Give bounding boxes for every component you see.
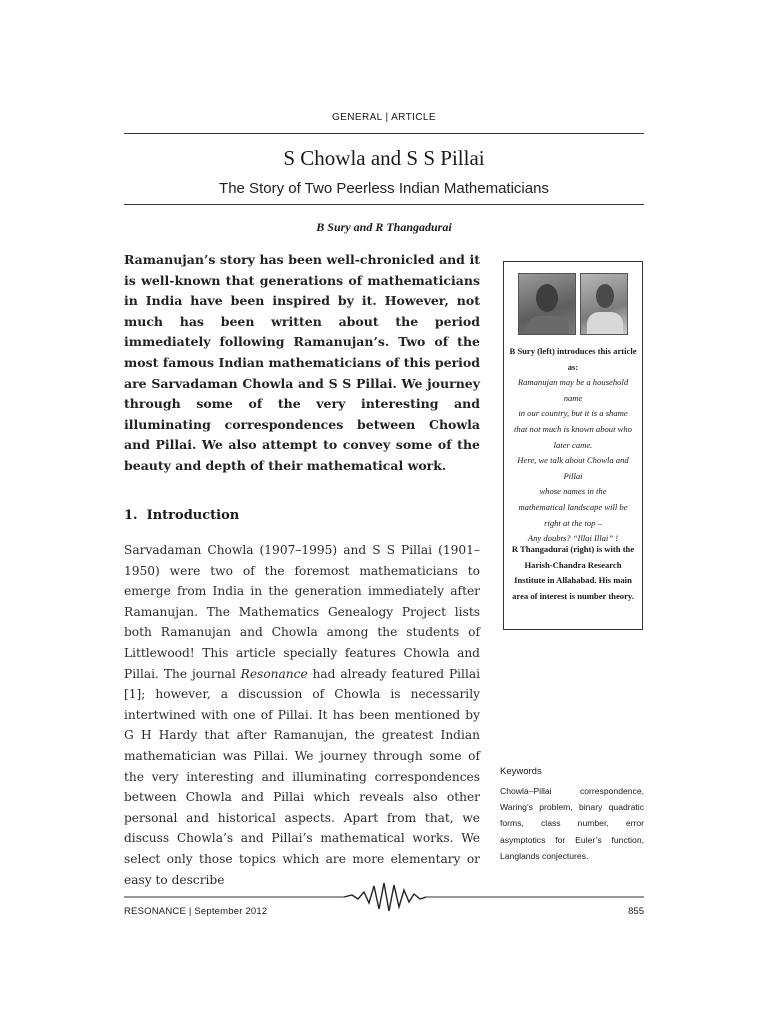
page-number: 855 — [628, 906, 644, 917]
footer-journal — [124, 906, 267, 917]
body-text-part2: had already featured Pillai [1]; however, a discussion of Chowla is necessarily intertwined with one of Pillai. It has been mentioned by G H Hardy that after Ramanujan, the greatest Indian mathematician was Pillai. We journey through some of the very interesting and illuminating correspondences between Chowla and Pillai which reveals also other personal and historical aspects. Apart from that, we discuss Chowla’s and Pillai’s mathematical works. We select only those topics which are more elementary or easy to describe — [124, 666, 481, 887]
title-rule — [124, 204, 644, 205]
caption-sury — [508, 344, 638, 547]
quote-line: in our country, but it is a shame — [518, 408, 628, 419]
quote-line: Any doubts? “Illai Illai” ! — [527, 533, 619, 544]
photo-r-thangadurai — [580, 273, 628, 335]
body-text-part1: Sarvadaman Chowla (1907–1995) and S S Pillai (1901–1950) were two of the foremost mathematicians to emerge from India in the generation immediately after Ramanujan. The Mathematics Genealogy Project lists both Ramanujan and Chowla among the students of Littlewood! This article specially features Chowla and Pillai. The journal — [124, 543, 480, 681]
header-type: ARTICLE — [391, 112, 436, 123]
quote-line: mathematical landscape will be — [518, 501, 628, 512]
abstract: Ramanujan’s story has been well-chronicled and it is well-known that generations of mathematicians in India have been inspired by it. However, not much has been written about the period immediately following Ramanujan’s. Two of the most famous Indian mathematicians of this period are Sarvadaman Chowla and S S Pillai. We journey through some of the very interesting and illuminating correspondences between Chowla and Pillai. We also attempt to convey some of the beauty and depth of their mathematical work. — [124, 252, 480, 473]
section-heading — [124, 508, 239, 523]
section-title: Introduction — [146, 508, 240, 523]
footer-date: September 2012 — [194, 906, 268, 917]
header-separator: | — [385, 112, 389, 123]
quote-line: Pillai — [563, 470, 583, 481]
quote-line: later came. — [553, 439, 593, 450]
keywords-text: Chowla–Pillai correspondence, Waring’s problem, binary quadratic forms, class number, error asymptotics for Euler’s function, Langlands conjectures. — [500, 786, 644, 861]
section-number: 1. — [124, 508, 138, 523]
article-authors: B Sury and R Thangadurai — [316, 220, 452, 234]
article-subtitle: The Story of Two Peerless Indian Mathematicians — [219, 180, 549, 197]
keywords-heading: Keywords — [500, 766, 542, 777]
body-text — [124, 540, 480, 890]
photo-b-sury — [518, 273, 576, 335]
quote-line: Here, we talk about Chowla and — [517, 455, 629, 466]
footer-separator: | — [188, 906, 192, 917]
article-title: S Chowla and S S Pillai — [283, 146, 485, 170]
footer-journal-name: RESONANCE — [124, 906, 186, 917]
quote-line: Ramanujan may be a household name — [517, 377, 629, 403]
header-section: GENERAL — [332, 112, 383, 123]
header-label — [0, 112, 768, 123]
quote-line: that not much is known about who — [514, 423, 632, 434]
author-sidebar — [503, 261, 643, 630]
header-rule — [124, 133, 644, 134]
caption-sury-intro: B Sury (left) introduces this article as: — [509, 346, 637, 372]
quote-line: right at the top – — [544, 517, 602, 528]
quote-line: whose names in the — [539, 486, 607, 497]
caption-thangadurai: R Thangadurai (right) is with the Harish-Chandra Research Institute in Allahabad. His main area of interest is number theory. — [511, 544, 635, 601]
journal-name: Resonance — [240, 666, 308, 681]
